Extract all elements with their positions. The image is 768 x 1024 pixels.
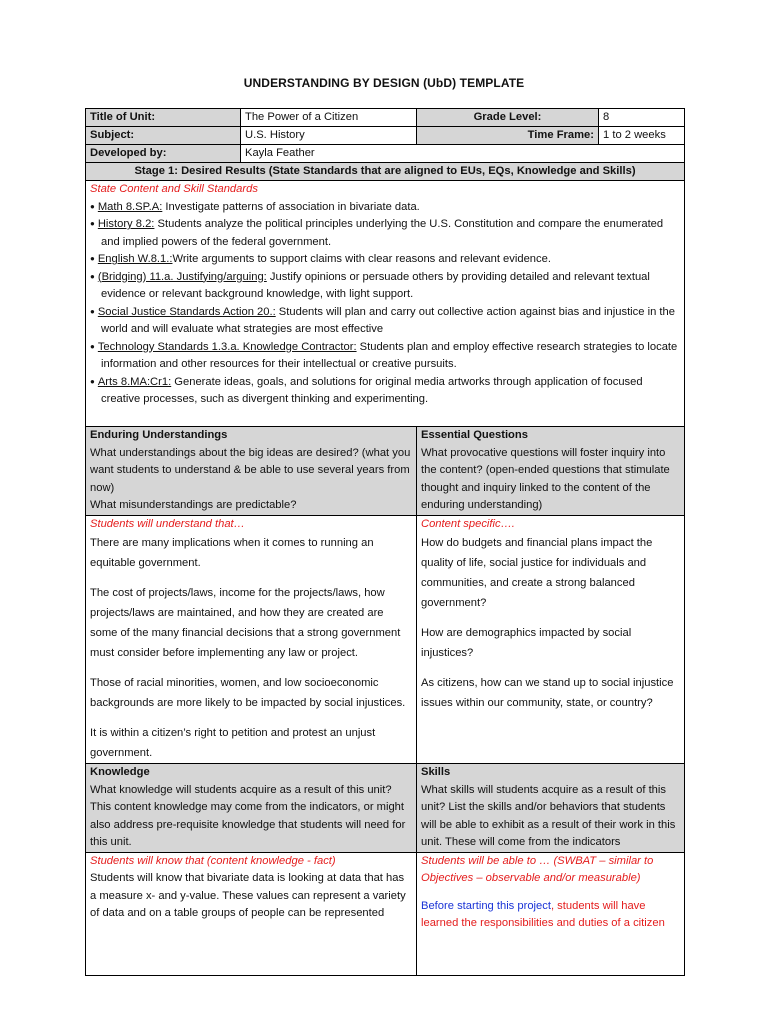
eq-paragraph: How do budgets and financial plans impact the quality of life, social justice for individuals and communities, and create a strong balanced government? — [421, 537, 653, 609]
ubd-template — [85, 108, 684, 976]
grade-level-value: 8 — [599, 109, 685, 127]
standard-item: ● (Bridging) 11.a. Justifying/arguing: Justify opinions or persuade others by providing detailed and relevant textual evidence or relevant background knowledge, with light support. — [90, 269, 680, 304]
eu-paragraph: There are many implications when it comes to running an equitable government. — [90, 537, 374, 569]
standard-item: ● Technology Standards 1.3.a. Knowledge Contractor: Students plan and employ effective research strategies to locate information and other resources for their intellectual or creative pursuits. — [90, 339, 680, 374]
developed-by-label: Developed by: — [86, 145, 241, 163]
eu-header-cell — [86, 427, 417, 516]
eq-body-cell — [417, 515, 685, 764]
eq-heading: Essential Questions — [421, 429, 528, 441]
skills-lead: Students will be able to … (SWBAT – similar to Objectives – observable and/or measurable) — [421, 854, 654, 884]
eq-paragraph: How are demographics impacted by social injustices? — [421, 627, 632, 659]
grade-level-label: Grade Level: — [417, 109, 599, 127]
eq-header-cell — [417, 427, 685, 516]
standards-cell — [86, 181, 685, 427]
knowledge-prompt: What knowledge will students acquire as a result of this unit? This content knowledge may come from the indicators, or might also address pre-requisite knowledge that students will need for this unit. — [90, 783, 406, 848]
eu-heading: Enduring Understandings — [90, 429, 228, 441]
skills-heading: Skills — [421, 766, 451, 778]
subject-label: Subject: — [86, 127, 241, 145]
skills-header-cell — [417, 764, 685, 853]
developed-by-value: Kayla Feather — [241, 145, 685, 163]
title-of-unit-value: The Power of a Citizen — [241, 109, 417, 127]
skills-body: Before starting this project, students will have learned the responsibilities and duties of a citizen — [421, 899, 665, 929]
eu-body-cell — [86, 515, 417, 764]
knowledge-body-cell — [86, 852, 417, 975]
standards-list — [90, 199, 680, 409]
standard-item: ● Arts 8.MA:Cr1: Generate ideas, goals, and solutions for original media artworks through application of focused creative processes, such as divergent thinking and experimenting. — [90, 374, 680, 409]
standards-heading: State Content and Skill Standards — [90, 183, 258, 195]
eu-paragraph: It is within a citizen’s right to petition and protest an unjust government. — [90, 727, 376, 759]
standard-item: ● Social Justice Standards Action 20.: Students will plan and carry out collective action against bias and injustice in the world and will evaluate what strategies are most effective — [90, 304, 680, 339]
eu-paragraph: Those of racial minorities, women, and low socioeconomic backgrounds are more likely to be impacted by social injustices. — [90, 677, 406, 709]
knowledge-body: Students will know that bivariate data is looking at data that has a measure x- and y-value. These values can represent a variety of data and on a table groups of people can be represented — [90, 872, 406, 919]
skills-prompt: What skills will students acquire as a result of this unit? List the skills and/or behaviors that students will be able to exhibit as a result of their work in this unit. These will come from the indicators — [421, 783, 676, 848]
stage1-heading: Stage 1: Desired Results (State Standards that are aligned to EUs, EQs, Knowledge and Skills) — [86, 163, 685, 181]
subject-value: U.S. History — [241, 127, 417, 145]
standard-item: ● Math 8.SP.A: Investigate patterns of association in bivariate data. — [90, 199, 680, 217]
skills-body-cell — [417, 852, 685, 975]
eq-paragraph: As citizens, how can we stand up to social injustice issues within our community, state, or country? — [421, 677, 674, 709]
knowledge-heading: Knowledge — [90, 766, 150, 778]
eu-lead: Students will understand that… — [90, 517, 245, 530]
eu-paragraph: The cost of projects/laws, income for the projects/laws, how projects/laws are maintained, and how they are created are some of the many financial decisions that a strong government must consider before implementing any law or project. — [90, 587, 401, 659]
meta-table — [85, 108, 685, 163]
time-frame-value: 1 to 2 weeks — [599, 127, 685, 145]
stage1-table — [85, 163, 685, 976]
page-title: UNDERSTANDING BY DESIGN (UbD) TEMPLATE — [243, 76, 525, 90]
title-of-unit-label: Title of Unit: — [86, 109, 241, 127]
eq-prompt: What provocative questions will foster inquiry into the content? (open-ended questions that stimulate thought and inquiry linked to the content of the enduring understanding) — [421, 446, 670, 511]
knowledge-lead: Students will know that (content knowledge - fact) — [90, 854, 336, 867]
time-frame-label: Time Frame: — [417, 127, 599, 145]
eq-lead: Content specific…. — [421, 517, 515, 530]
knowledge-header-cell — [86, 764, 417, 853]
eu-prompt: What understandings about the big ideas are desired? (what you want students to understand & be able to use several years from now) What misunderstandings are predictable? — [90, 446, 411, 511]
standard-item: ● History 8.2: Students analyze the political principles underlying the U.S. Constitution and compare the enumerated and implied powers of the federal government. — [90, 216, 680, 251]
standard-item: ● English W.8.1.:Write arguments to support claims with clear reasons and relevant evidence. — [90, 251, 680, 269]
